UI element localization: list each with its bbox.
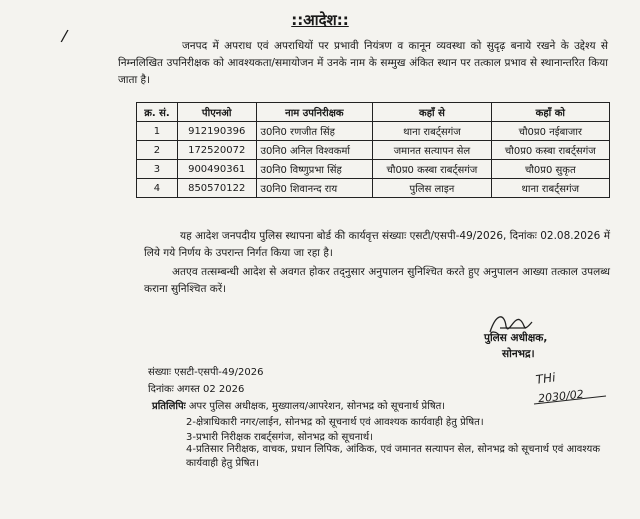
cell-serial: 2 [137, 141, 178, 160]
signatory-district: सोनभद्र। [502, 348, 535, 360]
cell-to: चौ0प्र0 कस्बा राबर्ट्सगंज [491, 141, 609, 160]
copy-item: 4-प्रतिसार निरीक्षक, वाचक, प्रधान लिपिक, आंकिक, एवं जमानत सत्यापन सेल, सोनभद्र को सूचनार्थ एवं आवश्यक कार्यवाही हेतु प्रेषित। [186, 444, 601, 469]
copy-item: 2-क्षेत्राधिकारी नगर/लाईन, सोनभद्र को सूचनार्थ एवं आवश्यक कार्यवाही हेतु प्रेषित। [186, 417, 484, 428]
transfer-table [136, 102, 610, 198]
body-paragraph-1: जनपद में अपराध एवं अपराधियों पर प्रभावी नियंत्रण व कानून व्यवस्था को सुदृढ़ बनाये रखने के उद्देश्य से निम्नलिखित उपनिरीक्षक को आवश्यकता/समायोजन में उनके नाम के सम्मुख अंकित स्थान पर तत्काल प्रभाव से स्थानान्तरित किया जाता है। [118, 40, 608, 86]
copy-label: प्रतिलिपिः [152, 401, 186, 412]
cell-to: चौ0प्र0 सुकृत [491, 160, 609, 179]
body-paragraph-2: यह आदेश जनपदीय पुलिस स्थापना बोर्ड की कार्यवृत्त संख्याः एसटी/एसपी-49/2026, दिनांकः 02.08.2026 में लिये गये निर्णय के उपरान्त निर्गत किया जा रहा है। [144, 230, 610, 259]
copy-item: 3-प्रभारी निरीक्षक राबर्ट्सगंज, सोनभद्र को सूचनार्थ। [186, 432, 373, 443]
cell-name: उ0नि0 विष्णुप्रभा सिंह [256, 160, 373, 179]
cell-from: चौ0प्र0 कस्बा राबर्ट्सगंज [373, 160, 491, 179]
table-header-row [137, 103, 610, 122]
cell-serial: 4 [137, 179, 178, 198]
cell-pno: 900490361 [177, 160, 256, 179]
svg-text:2030/02: 2030/02 [537, 387, 585, 406]
reference-date: दिनांकः अगस्त 02 2026 [148, 384, 245, 395]
cell-name: उ0नि0 शिवानन्द राय [256, 179, 373, 198]
cell-pno: 172520072 [177, 141, 256, 160]
cell-serial: 3 [137, 160, 178, 179]
cell-to: चौ0प्र0 नईबाजार [491, 122, 609, 141]
table-row [137, 160, 610, 179]
svg-text:THi: THi [534, 370, 557, 387]
copy-item: अपर पुलिस अधीक्षक, मुख्यालय/आपरेशन, सोनभद्र को सूचनार्थ प्रेषित। [188, 401, 446, 412]
header-name: नाम उपनिरीक्षक [256, 103, 373, 122]
cell-pno: 850570122 [177, 179, 256, 198]
cell-from: जमानत सत्यापन सेल [373, 141, 491, 160]
handwritten-initials [530, 366, 610, 406]
cell-name: उ0नि0 रणजीत सिंह [256, 122, 373, 141]
cell-from: थाना राबर्ट्सगंज [373, 122, 491, 141]
document-title: ::आदेश:: [291, 11, 349, 29]
cell-from: पुलिस लाइन [373, 179, 491, 198]
header-from: कहाँ से [373, 103, 491, 122]
cell-serial: 1 [137, 122, 178, 141]
header-serial: क्र. सं. [137, 103, 178, 122]
reference-number: संख्याः एसटी-एसपी-49/2026 [148, 367, 264, 378]
cell-to: थाना राबर्ट्सगंज [491, 179, 609, 198]
signatory-designation: पुलिस अधीक्षक, [484, 332, 548, 344]
table-row [137, 141, 610, 160]
header-pno: पीएनओ [177, 103, 256, 122]
table-row [137, 179, 610, 198]
header-to: कहाँ को [491, 103, 609, 122]
cell-pno: 912190396 [177, 122, 256, 141]
table-row [137, 122, 610, 141]
copy-line-1 [152, 398, 445, 412]
handwritten-mark: / [60, 25, 70, 46]
body-paragraph-3: अतएव तत्सम्बन्धी आदेश से अवगत होकर तद्नुसार अनुपालन सुनिश्चित करते हुए अनुपालन आख्या तत्काल उपलब्ध कराना सुनिश्चित करें। [144, 266, 610, 295]
cell-name: उ0नि0 अनिल विश्वकर्मा [256, 141, 373, 160]
